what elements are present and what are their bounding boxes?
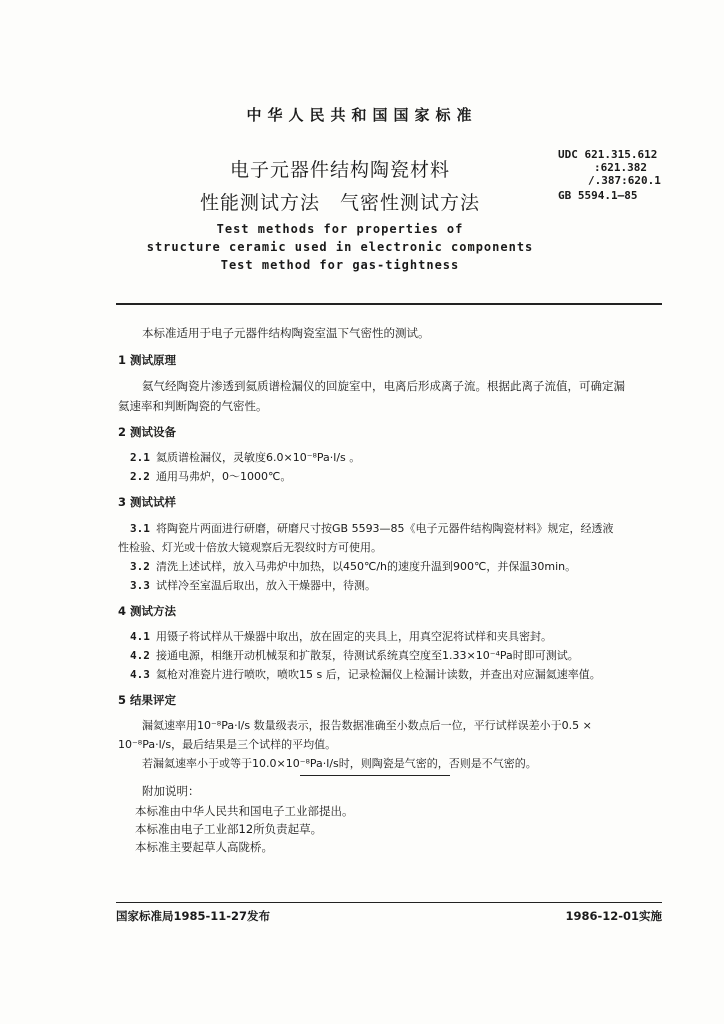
section-4-item [130,647,579,663]
item-text: 将陶瓷片两面进行研磨，研磨尺寸按GB 5593—85《电子元器件结构陶瓷材料》规定，经透液 [156,522,614,535]
appendix-line: 本标准主要起草人高陇桥。 [135,840,273,854]
gb-code: GB 5594.1—85 [558,189,638,202]
udc-code-2: :621.382 [594,161,647,174]
item-number: 4.3 [130,668,150,681]
issue-date: 国家标准局1985-11-27发布 [116,909,271,923]
udc-code-3: /.387:620.1 [588,174,661,187]
item-text: 氦质谱检漏仪，灵敏度6.0×10⁻⁸Pa·l/s 。 [156,451,361,464]
item-number: 4.2 [130,649,150,662]
title-part-b: 气密性测试方法 [340,192,481,214]
section-5-body-line-3: 若漏氦速率小于或等于10.0×10⁻⁸Pa·l/s时，则陶瓷是气密的，否则是不气密的。 [142,757,537,770]
item-number: 3.2 [130,560,150,573]
section-4-item [130,666,601,682]
header-divider [116,303,662,305]
footer-divider [116,902,662,903]
document-title-line-1: 电子元器件结构陶瓷材料 [229,159,450,181]
section-3-item [130,520,614,536]
document-title-line-2 [190,188,490,215]
section-5-body-line-1: 漏氦速率用10⁻⁸Pa·l/s 数量级表示，报告数据准确至小数点后一位，平行试样误差小于0.5 × [142,719,592,732]
section-1-body-line-1: 氦气经陶瓷片渗透到氦质谱检漏仪的回旋室中，电离后形成离子流。根据此离子流值，可确定漏 [142,379,625,393]
item-text: 清洗上述试样，放入马弗炉中加热，以450℃/h的速度升温到900℃，并保温30min。 [156,560,577,573]
section-1-body-line-2: 氦速率和判断陶瓷的气密性。 [118,399,268,413]
section-2-item [130,449,360,465]
item-text: 通用马弗炉，0～1000℃。 [156,470,292,483]
english-title-line-3: Test method for gas-tightness [220,258,460,272]
section-4-title: 4 测试方法 [118,604,177,618]
appendix-line: 本标准由中华人民共和国电子工业部提出。 [135,804,354,818]
english-title-line-1: Test methods for properties of [216,222,464,236]
title-part-a: 性能测试方法 [199,192,320,214]
section-2-title: 2 测试设备 [118,425,177,439]
appendix-title: 附加说明： [142,784,200,798]
section-3-item [130,558,576,574]
item-text: 试样冷至室温后取出，放入干燥器中，待测。 [156,579,376,592]
intro-paragraph: 本标准适用于电子元器件结构陶瓷室温下气密性的测试。 [142,326,430,340]
section-3-title: 3 测试试样 [118,495,177,509]
appendix-divider [300,775,450,776]
item-number: 3.1 [130,522,150,535]
section-5-title: 5 结果评定 [118,693,177,707]
appendix-line: 本标准由电子工业部12所负责起草。 [135,822,323,836]
section-3-item [130,577,376,593]
national-standard-header: 中华人民共和国国家标准 [246,106,478,124]
item-number: 3.3 [130,579,150,592]
item-number: 2.1 [130,451,150,464]
implementation-date: 1986-12-01实施 [565,909,662,923]
section-5-body-line-2: 10⁻⁸Pa·l/s，最后结果是三个试样的平均值。 [118,738,337,751]
udc-code-1: UDC 621.315.612 [558,148,658,161]
item-text: 接通电源，相继开动机械泵和扩散泵，待测试系统真空度至1.33×10⁻⁴Pa时即可测试。 [156,649,579,662]
section-2-item [130,468,291,484]
section-1-title: 1 测试原理 [118,353,177,367]
section-3-item-continuation: 性检验、灯光或十倍放大镜观察后无裂纹时方可使用。 [118,541,382,554]
section-4-item [130,628,552,644]
item-number: 2.2 [130,470,150,483]
item-text: 用镊子将试样从干燥器中取出，放在固定的夹具上，用真空泥将试样和夹具密封。 [156,630,552,643]
item-number: 4.1 [130,630,150,643]
item-text: 氦枪对准瓷片进行喷吹，喷吹15 s 后，记录检漏仪上检漏计读数，并查出对应漏氦速率值。 [156,668,601,681]
english-title-line-2: structure ceramic used in electronic components [146,240,534,254]
